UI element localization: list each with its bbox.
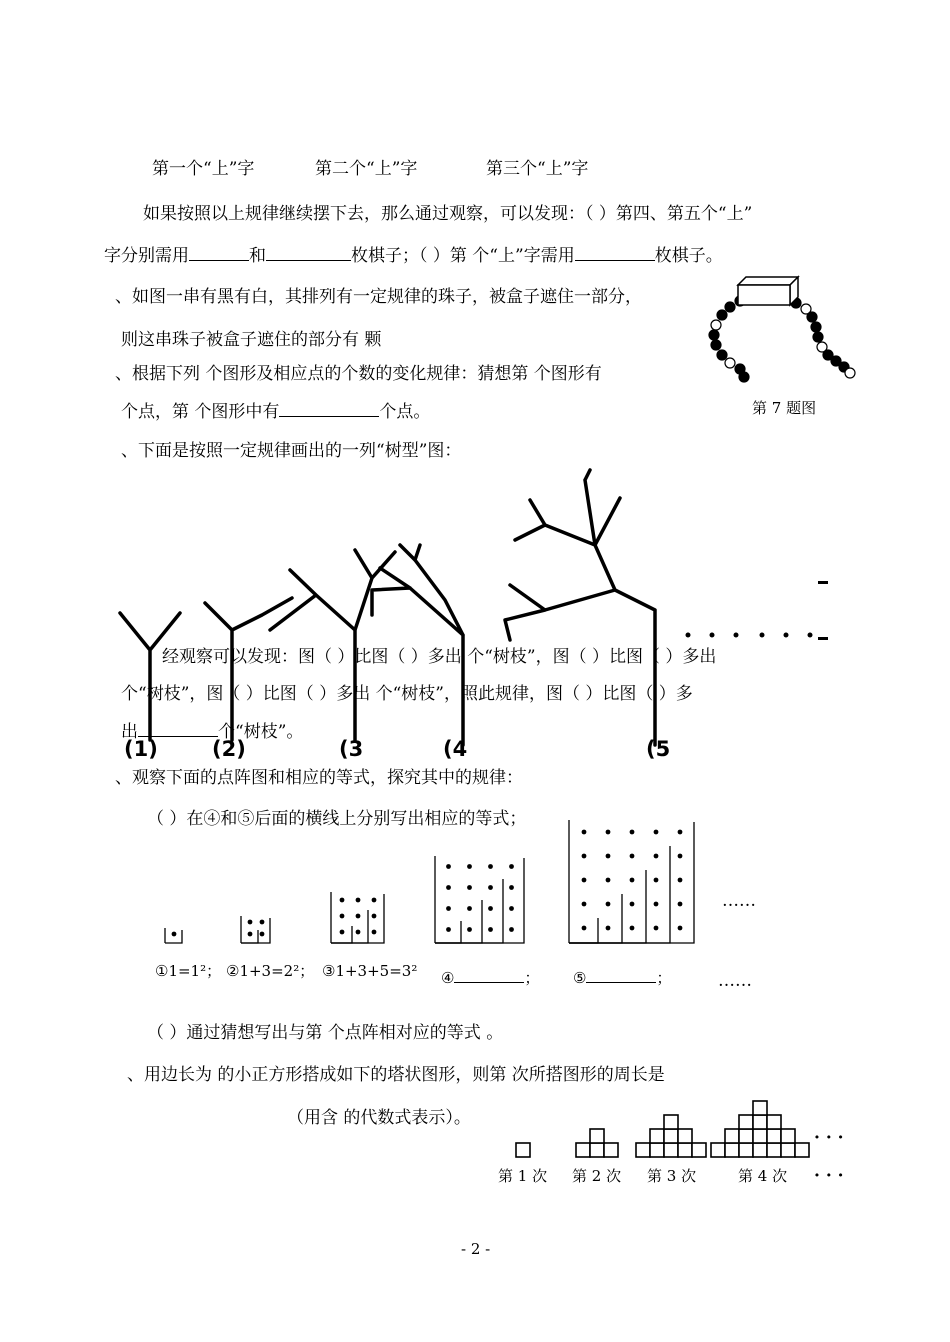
tower-4	[711, 1101, 809, 1157]
dot-array-4	[435, 856, 524, 943]
dot	[654, 902, 659, 907]
dot	[356, 930, 361, 935]
bead	[725, 302, 735, 312]
tower-square	[767, 1129, 781, 1143]
bead	[717, 350, 727, 360]
tower-ellipsis: · · ·	[814, 1128, 844, 1148]
tower-square	[650, 1143, 664, 1157]
dot	[606, 854, 611, 859]
tower-square	[516, 1143, 530, 1157]
dot	[630, 854, 635, 859]
q7-line1: 、如图一串有黑有白，其排列有一定规律的珠子，被盒子遮住一部分，	[115, 287, 642, 307]
blank[interactable]	[454, 966, 524, 983]
caption-shang-2: 第二个“上”字	[315, 159, 418, 179]
tower-label-1: 第 1 次	[498, 1167, 548, 1185]
blank[interactable]	[279, 400, 379, 417]
dot	[678, 902, 683, 907]
dot	[582, 926, 587, 931]
tower-figures	[0, 1095, 950, 1165]
q7-line2: 则这串珠子被盒子遮住的部分有 颗	[121, 330, 382, 350]
caption-shang-1: 第一个“上”字	[152, 159, 255, 179]
dot	[488, 885, 493, 890]
tower-square	[781, 1129, 795, 1143]
tree-3	[270, 550, 395, 740]
bead	[725, 358, 735, 368]
tower-2	[576, 1129, 618, 1157]
dot	[356, 914, 361, 919]
tower-square	[753, 1143, 767, 1157]
q9-obs3: 出 个“树枝”。	[121, 722, 304, 742]
equation-3: ③1+3+5=3²	[322, 962, 418, 980]
tower-label-4: 第 4 次	[738, 1167, 788, 1185]
tower-3	[636, 1115, 706, 1157]
equation-2: ②1+3=2²；	[226, 962, 315, 980]
dot	[340, 898, 345, 903]
continuation-dot	[784, 633, 789, 638]
tower-square	[590, 1143, 604, 1157]
tower-square	[739, 1143, 753, 1157]
dot	[446, 885, 451, 890]
dot	[446, 906, 451, 911]
continuation-dot	[710, 633, 715, 638]
equation-5: ⑤ ；	[573, 966, 671, 989]
dot	[488, 927, 493, 932]
bead	[845, 368, 855, 378]
blank[interactable]	[266, 244, 351, 261]
q1-line2: 字分别需用 和 枚棋子；（ ）第 个“上”字需用 枚棋子。	[104, 246, 723, 266]
tower-square	[795, 1143, 809, 1157]
tree-label-3: (3	[339, 737, 364, 761]
dot	[678, 926, 683, 931]
tree-label-5: (5	[646, 737, 671, 761]
tower-square	[753, 1101, 767, 1115]
dot	[467, 864, 472, 869]
tree-figures	[0, 470, 950, 750]
dot	[509, 885, 514, 890]
dot	[654, 830, 659, 835]
tower-square	[604, 1143, 618, 1157]
dot	[654, 854, 659, 859]
q1-line1: 如果按照以上规律继续摆下去，那么通过观察，可以发现：（ ）第四、第五个“上”	[143, 204, 753, 224]
continuation-dot	[760, 633, 765, 638]
dot	[372, 914, 377, 919]
bead	[711, 320, 721, 330]
continuation-dot	[686, 633, 691, 638]
tower-square	[739, 1129, 753, 1143]
dot	[654, 926, 659, 931]
q9-intro: 、下面是按照一定规律画出的一列“树型”图：	[121, 441, 462, 461]
dot	[340, 914, 345, 919]
blank[interactable]	[189, 244, 249, 261]
dot	[356, 898, 361, 903]
dot	[630, 830, 635, 835]
tower-label-2: 第 2 次	[572, 1167, 622, 1185]
dot	[372, 930, 377, 935]
equation-ellipsis: ……	[718, 971, 752, 991]
q8-line2: 个点，第 个图形中有 个点。	[121, 402, 431, 422]
dot	[509, 864, 514, 869]
tower-square	[590, 1129, 604, 1143]
page-number: - 2 -	[461, 1240, 491, 1258]
dot	[372, 898, 377, 903]
dot	[260, 932, 265, 937]
tower-square	[650, 1129, 664, 1143]
box-icon	[738, 277, 798, 305]
tower-ellipsis-2: · · ·	[814, 1166, 844, 1186]
blank[interactable]	[575, 244, 655, 261]
dot-array-2	[241, 916, 270, 943]
tower-square	[739, 1115, 753, 1129]
dot	[340, 930, 345, 935]
dot	[248, 920, 253, 925]
tree-4	[372, 545, 463, 745]
dot	[678, 830, 683, 835]
tree-label-4: (4	[443, 737, 468, 761]
q7-caption: 第 7 题图	[752, 399, 817, 417]
tower-square	[753, 1115, 767, 1129]
tree-2	[205, 598, 292, 740]
bead-string-figure	[700, 275, 860, 390]
bead	[739, 372, 749, 382]
tower-square	[767, 1143, 781, 1157]
q10-sub2: （ ）通过猜想写出与第 个点阵相对应的等式 。	[147, 1023, 504, 1043]
dot	[467, 906, 472, 911]
q11-line1: 、用边长为 的小正方形搭成如下的塔状图形，则第 次所搭图形的周长是	[127, 1065, 665, 1085]
dot	[678, 878, 683, 883]
dot	[630, 878, 635, 883]
dot-array-figures	[0, 830, 950, 950]
tower-label-3: 第 3 次	[647, 1167, 697, 1185]
bead	[709, 330, 719, 340]
equation-4: ④ ；	[441, 966, 539, 989]
tree-label-2: (2)	[212, 737, 246, 761]
q10-intro: 、观察下面的点阵图和相应的等式，探究其中的规律：	[115, 768, 523, 788]
dot	[509, 927, 514, 932]
dot	[606, 902, 611, 907]
dot	[582, 902, 587, 907]
dot	[606, 830, 611, 835]
q9-obs1: 经观察可以发现：图（ ）比图（ ）多出 个“树枝”，图（ ）比图（ ）多出	[162, 647, 717, 667]
caption-shang-3: 第三个“上”字	[486, 159, 589, 179]
dot	[488, 906, 493, 911]
tower-square	[664, 1129, 678, 1143]
dot-array-3	[331, 892, 384, 943]
dot	[678, 854, 683, 859]
dot	[248, 932, 253, 937]
dot	[172, 932, 177, 937]
dot	[446, 927, 451, 932]
tower-square	[692, 1143, 706, 1157]
dot-array-1	[165, 928, 182, 943]
dot	[582, 830, 587, 835]
continuation-dot	[734, 633, 739, 638]
dot	[654, 878, 659, 883]
tower-square	[767, 1115, 781, 1129]
q8-line1: 、根据下列 个图形及相应点的个数的变化规律：猜想第 个图形有	[115, 364, 602, 384]
dot	[446, 864, 451, 869]
dot	[582, 854, 587, 859]
dot	[606, 926, 611, 931]
bead	[807, 312, 817, 322]
dot	[260, 920, 265, 925]
bead	[811, 322, 821, 332]
bead	[813, 332, 823, 342]
tree-label-1: (1)	[124, 737, 158, 761]
q11-line2: （用含 的代数式表示）。	[287, 1108, 471, 1128]
tower-square	[576, 1143, 590, 1157]
dot	[467, 927, 472, 932]
dot	[509, 906, 514, 911]
tower-square	[664, 1115, 678, 1129]
tower-square	[678, 1143, 692, 1157]
dot-array-5	[569, 820, 694, 943]
dot	[606, 878, 611, 883]
tower-square	[711, 1143, 725, 1157]
q10-sub1: （ ）在④和⑤后面的横线上分别写出相应的等式；	[147, 809, 527, 829]
dot	[488, 864, 493, 869]
tower-square	[636, 1143, 650, 1157]
tower-square	[725, 1143, 739, 1157]
tower-square	[753, 1129, 767, 1143]
blank[interactable]	[586, 966, 656, 983]
dot	[467, 885, 472, 890]
tower-square	[781, 1143, 795, 1157]
continuation-dot	[808, 633, 813, 638]
tower-square	[678, 1129, 692, 1143]
q9-obs2: 个“树枝”，图（ ）比图（ ）多出 个“树枝”，照此规律，图（ ）比图（ ）多	[121, 684, 693, 704]
tower-1	[516, 1143, 530, 1157]
blank[interactable]	[138, 720, 218, 737]
dot	[630, 926, 635, 931]
tower-square	[725, 1129, 739, 1143]
tower-square	[664, 1143, 678, 1157]
equation-1: ①1=1²；	[155, 962, 222, 980]
bead	[711, 340, 721, 350]
dot	[582, 878, 587, 883]
bead	[717, 310, 727, 320]
dot-array-ellipsis: ……	[722, 891, 756, 911]
dot	[630, 902, 635, 907]
